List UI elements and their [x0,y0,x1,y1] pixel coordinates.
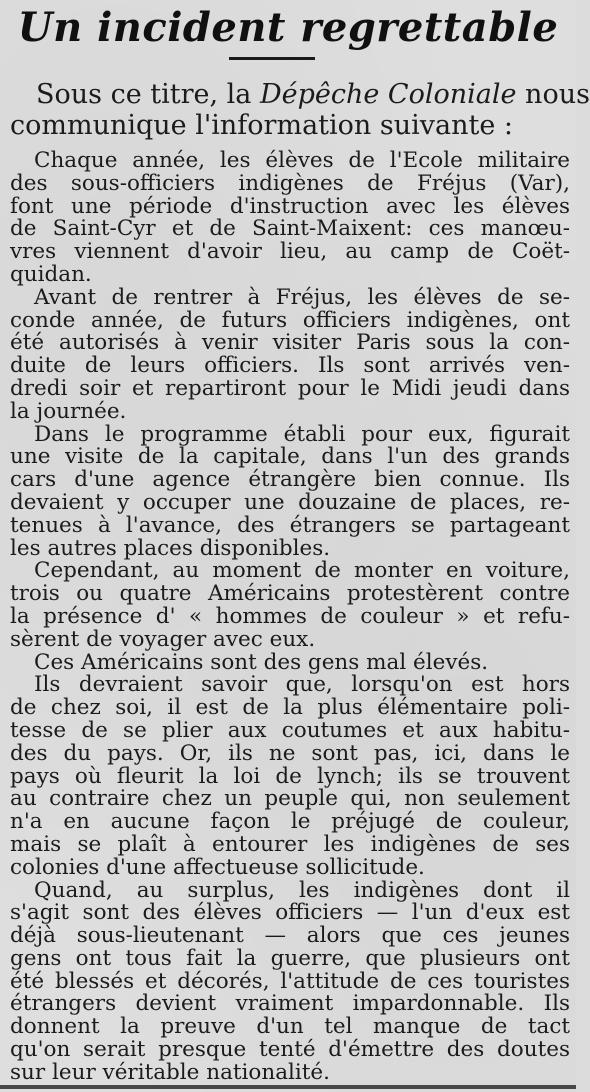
text-line: été autorisés à venir visiter Paris sous la con- [10,330,570,356]
text-line: Cependant, au moment de monter en voiture, [34,558,570,584]
article-paragraphs [10,150,570,1085]
text-line: la journée. [10,398,127,424]
bottom-rule [0,1085,576,1089]
publication-name: Dépêche Coloniale [259,79,517,110]
text-line: été blessés et décorés, l'attitude de ces touristes [10,968,570,994]
text-line: Dans le programme établi pour eux, figurait [34,421,570,447]
text-line: font une période d'instruction avec les élèves [10,193,570,219]
text-line: Ils devraient savoir que, lorsqu'on est hors [34,672,570,698]
article-paragraph [10,421,570,561]
text-line: des sous-officiers indigènes de Fréjus (Var), [10,170,570,196]
text-line: sèrent de voyager avec eux. [10,626,316,652]
text-line: n'a en aucune façon le préjugé de couleur, [10,809,570,835]
article-body [10,79,590,1085]
text-line: mais se plaît à entourer les indigènes de ses [10,831,570,857]
text-line: quidan. [10,261,92,287]
intro-line-1: Sous ce titre, la Dépêche Coloniale nous [36,79,590,110]
text-line: des du pays. Or, ils ne sont pas, ici, dans le [10,740,570,766]
text-line: donnent la preuve d'un tel manque de tact [10,1014,570,1040]
text-line: Avant de rentrer à Fréjus, les élèves de se- [34,284,570,310]
text-line: qu'on serait presque tenté d'émettre des doutes [10,1037,570,1063]
article-paragraph [10,649,570,675]
text-line: une visite de la capitale, dans l'un des grands [10,444,570,470]
text-line: vres viennent d'avoir lieu, au camp de Coët- [10,239,570,265]
text-line: au contraire chez un peuple qui, non seulement [10,786,570,812]
text-line: trois ou quatre Américains protestèrent contre [10,581,570,607]
text-line: colonies d'une affectueuse sollicitude. [10,854,425,880]
text-line: Quand, au surplus, les indigènes dont il [34,877,570,903]
text-line: dredi soir et repartiront pour le Midi jeudi dans [10,375,570,401]
text-line: pays où fleurit la loi de lynch; ils se trouvent [10,763,570,789]
intro-line-2: communique l'information suivante : [10,110,514,141]
text-line: de Saint-Cyr et de Saint-Maixent: ces manœu- [10,216,570,242]
text-line: conde année, de futurs officiers indigènes, ont [10,307,570,333]
text-line: Chaque année, les élèves de l'Ecole militaire [34,148,570,173]
article-paragraph [10,284,570,424]
article-paragraph [10,560,570,651]
article-intro [10,79,590,141]
text-line: sur leur véritable nationalité. [10,1059,330,1085]
text-line: Ces Américains sont des gens mal élevés. [34,649,489,675]
text-line: cars d'une agence étrangère bien connue. Ils [10,467,570,493]
article-headline: Un incident regrettable [17,4,559,51]
article-paragraph [10,674,570,879]
article-paragraph [10,877,570,1085]
text-line: la présence d' « hommes de couleur » et refu- [10,603,570,629]
text-line: tesse de se plier aux coutumes et aux habitu- [10,717,570,743]
article-paragraph [10,150,570,287]
text-line: tenues à l'avance, des étrangers se partageant [10,512,570,538]
text-line: de chez soi, il est de la plus élémentaire poli- [10,695,570,721]
text-line: gens ont tous fait la guerre, que plusieurs ont [10,945,570,971]
text-line: s'agit sont des élèves officiers — l'un d'eux est [10,900,570,926]
text-line: devaient y occuper une douzaine de places, re- [10,489,570,515]
text-line: étrangers devient vraiment impardonnable. Ils [10,991,570,1017]
text-line: duite de leurs officiers. Ils sont arrivés ven- [10,353,570,379]
text-line: déjà sous-lieutenant — alors que ces jeunes [10,923,570,949]
text-line: les autres places disponibles. [10,535,331,561]
headline-rule [229,57,315,60]
